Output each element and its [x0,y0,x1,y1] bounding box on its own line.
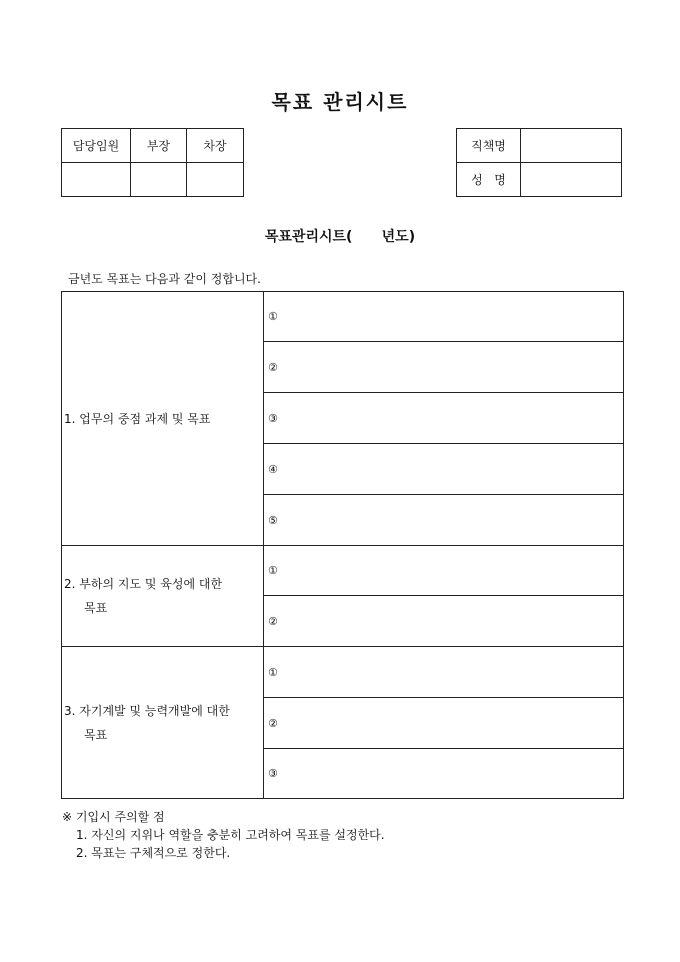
goal-1-item-4[interactable]: ④ [264,444,624,495]
goal-2-item-1[interactable]: ① [264,546,624,596]
notes-heading: ※ 기입시 주의할 점 [62,810,165,824]
goal-category-2 [62,546,264,647]
section-title: 목표관리시트( 년도) [264,229,416,245]
approval-sign-manager[interactable] [131,163,187,197]
name-field[interactable] [521,163,622,197]
goal-category-1 [62,292,264,546]
goal-1-item-1[interactable]: ① [264,292,624,342]
goal-category-1-label: 1. 업무의 중점 과제 및 목표 [64,411,211,426]
goal-2-item-2[interactable]: ② [264,596,624,647]
position-field[interactable] [521,129,622,163]
goal-1-item-3[interactable]: ③ [264,393,624,444]
position-label: 직책명 [457,129,521,163]
goal-3-item-1[interactable]: ① [264,647,624,698]
goal-1-item-2[interactable]: ② [264,342,624,393]
intro-text: 금년도 목표는 다음과 같이 정합니다. [68,272,261,286]
goal-category-3-label: 3. 자기계발 및 능력개발에 대한 [64,703,230,718]
note-item-1: 1. 자신의 지위나 역할을 충분히 고려하여 목표를 설정한다. [76,828,385,842]
note-item-2: 2. 목표는 구체적으로 정한다. [76,846,231,860]
goal-category-2-label-cont: 목표 [84,601,108,615]
goal-3-item-3[interactable]: ③ [264,749,624,799]
approval-table [61,128,244,197]
goal-category-2-label: 2. 부하의 지도 및 육성에 대한 [64,577,223,591]
approval-header-manager: 부장 [131,129,187,163]
goal-category-3-label-cont: 목표 [84,727,108,742]
goal-1-item-5[interactable]: ⑤ [264,495,624,546]
approval-sign-director[interactable] [62,163,131,197]
goal-3-item-2[interactable]: ② [264,698,624,749]
person-info-table [456,128,622,197]
goal-category-3 [62,647,264,799]
goals-table [61,291,624,799]
approval-header-director: 담당임원 [62,129,131,163]
page-title: 목표 관리시트 [271,90,409,114]
notes-section [62,808,385,862]
name-label: 성 명 [457,163,521,197]
approval-sign-deputy[interactable] [187,163,244,197]
approval-header-deputy: 차장 [187,129,244,163]
